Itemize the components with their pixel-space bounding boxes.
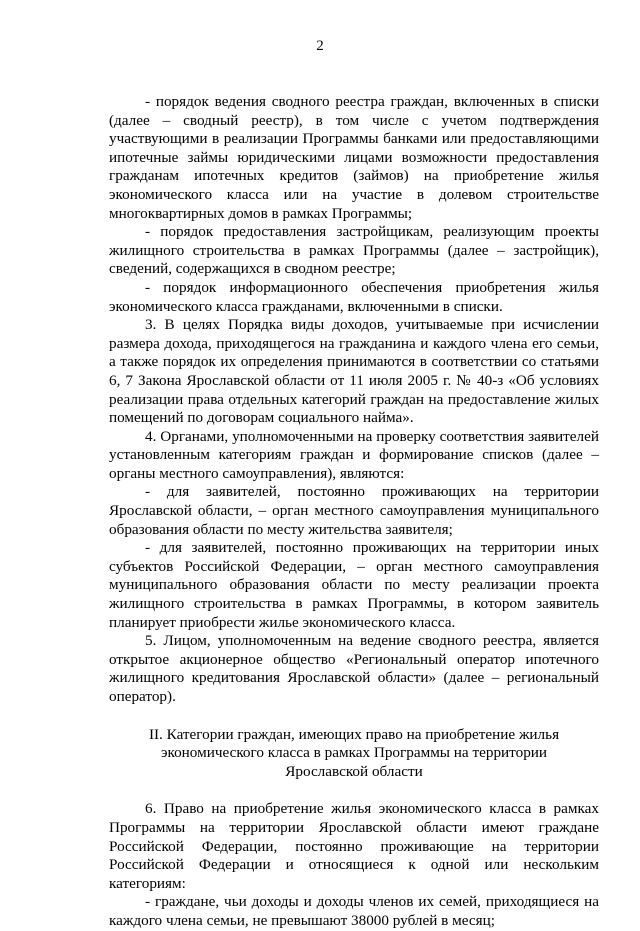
section-2-heading bbox=[109, 726, 599, 782]
paragraph-3-income-types: 3. В целях Порядка виды доходов, учитываемые при исчислении размера дохода, приходящегося на гражданина и каждого члена его семьи, а также порядок их определения принимаются в соответствии со статьями 6, 7 Закона Ярославской области от 11 июля 2005 г. № 40-з «Об условиях реализации права отдельных категорий граждан на предоставление жилых помещений по договорам социального найма». bbox=[109, 316, 599, 427]
section-heading-line: Ярославской области bbox=[285, 762, 423, 780]
section-heading-line: II. Категории граждан, имеющих право на приобретение жилья bbox=[148, 725, 560, 743]
paragraph-income-limit: - граждане, чьи доходы и доходы членов их семей, приходящиеся на каждого члена семьи, не превышают 38000 рублей в месяц; bbox=[109, 893, 599, 929]
paragraph-other-regions-residents: - для заявителей, постоянно проживающих на территории иных субъектов Российской Федерации, – орган местного самоуправления муниципального образования области по месту реализации проекта жилищного строительства в рамках Программы, в котором заявитель планирует приобрести жилье экономического класса. bbox=[109, 539, 599, 631]
paragraph-4-authorized-bodies: 4. Органами, уполномоченными на проверку соответствия заявителей установленным категориям граждан и формирование списков (далее – органы местного самоуправления), являются: bbox=[109, 427, 599, 482]
paragraph-information-support: - порядок информационного обеспечения приобретения жилья экономического класса гражданами, включенными в списки. bbox=[109, 278, 599, 315]
section-heading-line: экономического класса в рамках Программы на территории bbox=[160, 744, 548, 762]
page-number: 2 bbox=[316, 38, 324, 54]
paragraph-6-eligibility: 6. Право на приобретение жилья экономического класса в рамках Программы на территории Ярославской области имеют граждане Российской Федерации, постоянно проживающие на территории Российской Федерации и относящиеся к одной или нескольким категориям: bbox=[109, 800, 599, 892]
document-body bbox=[109, 93, 599, 931]
paragraph-registry-procedure: - порядок ведения сводного реестра граждан, включенных в списки (далее – сводный реестр), в том числе с учетом подтверждения участвующими в реализации Программы банками или предоставляющими ипотечные займы юридическими лицами возможности предоставления гражданам ипотечных кредитов (займов) на приобретение жилья экономического класса или на участие в долевом строительстве многоквартирных домов в рамках Программы; bbox=[109, 93, 599, 222]
paragraph-yaroslavl-residents: - для заявителей, постоянно проживающих на территории Ярославской области, – орган местного самоуправления муниципального образования области по месту жительства заявителя; bbox=[109, 483, 599, 538]
paragraph-developer-info: - порядок предоставления застройщикам, реализующим проекты жилищного строительства в рамках Программы (далее – застройщик), сведений, содержащихся в сводном реестре; bbox=[109, 223, 599, 278]
paragraph-5-regional-operator: 5. Лицом, уполномоченным на ведение сводного реестра, является открытое акционерное общество «Региональный оператор ипотечного жилищного кредитования Ярославской области» (далее – региональный оператор). bbox=[109, 632, 599, 705]
